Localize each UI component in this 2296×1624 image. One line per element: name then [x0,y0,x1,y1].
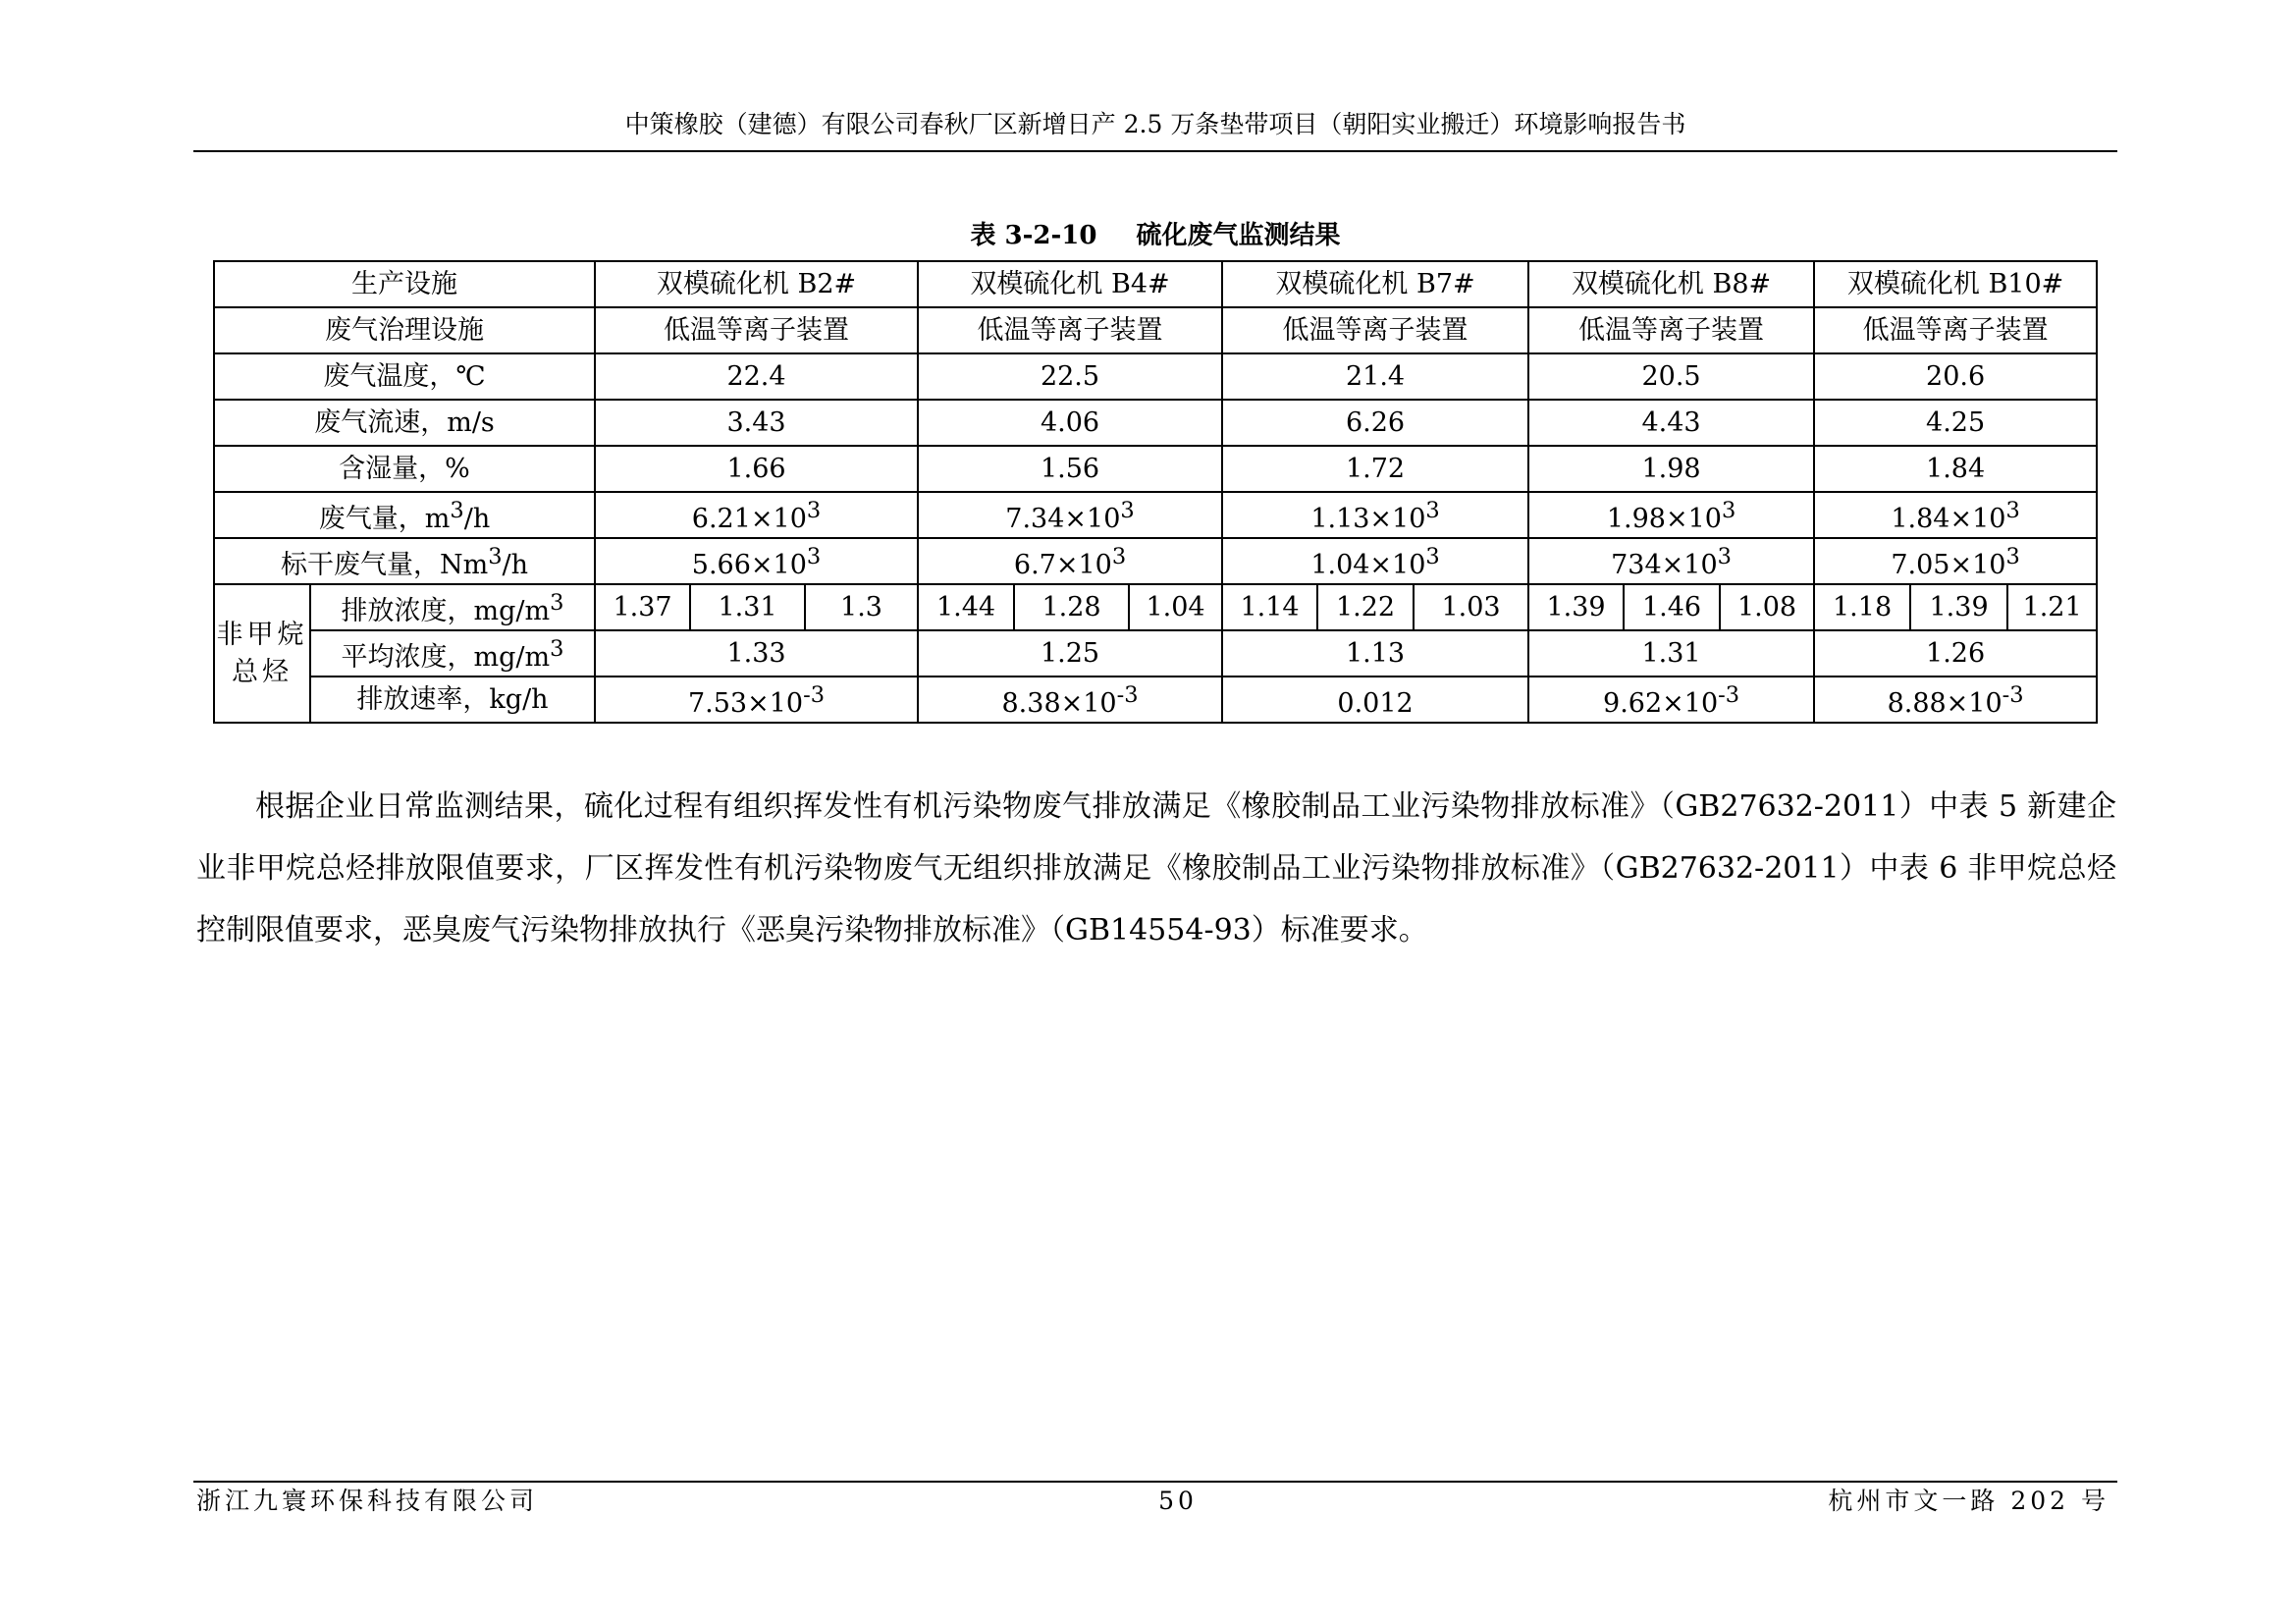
value-exponent: 3 [1120,498,1135,523]
conclusion-paragraph: 根据企业日常监测结果，硫化过程有组织挥发性有机污染物废气排放满足《橡胶制品工业污染物排放标准》（GB27632-2011）中表 5 新建企业非甲烷总烃排放限值要求，厂区挥发性有机污染物废气无组织排放满足《橡胶制品工业污染物排放标准》（GB27632-2011）中表 6 非甲烷总烃控制限值要求，恶臭废气污染物排放执行《恶臭污染物排放标准》（GB14554-93）标准要求。 [196,789,2116,947]
emission-rate-cell [1528,677,1814,723]
table-row [214,584,2097,630]
value-base: 6.21×10 [691,504,807,534]
value-exponent: -3 [1116,682,1139,708]
dry-gas-volume-cell [1528,538,1814,584]
gas-volume-cell [595,492,918,538]
emission-conc-cell: 1.08 [1720,584,1814,630]
equipment-cell: 双模硫化机 B2# [595,261,918,307]
treatment-cell: 低温等离子装置 [595,307,918,353]
gas-volume-cell [1528,492,1814,538]
equipment-cell: 双模硫化机 B8# [1528,261,1814,307]
emission-conc-cell: 1.31 [690,584,805,630]
label-text: 标干废气量，Nm [280,550,489,580]
emission-conc-cell: 1.39 [1910,584,2007,630]
dry-gas-volume-cell [595,538,918,584]
value-base: 7.34×10 [1005,504,1121,534]
value-base: 1.04×10 [1310,550,1426,580]
document-header: 中策橡胶（建德）有限公司春秋厂区新增日产 2.5 万条垫带项目（朝阳实业搬迁）环境影响报告书 [624,110,1686,138]
row-label-avg-conc [310,630,595,677]
footer-address: 杭州市文一路 202 号 [1828,1487,2109,1515]
row-label-dry-gas-volume [214,538,595,584]
footer-company: 浙江九寰环保科技有限公司 [196,1487,539,1515]
value-base: 1.84×10 [1891,504,2006,534]
header-divider [193,150,2117,152]
table-row [214,261,2097,307]
temperature-cell: 22.5 [918,353,1222,400]
nmhc-group-label: 非甲烷总烃 [214,584,310,723]
emission-rate-cell [918,677,1222,723]
table-row [214,677,2097,723]
row-label-emission-rate: 排放速率，kg/h [310,677,595,723]
gas-volume-cell [1814,492,2097,538]
value-exponent: 3 [1425,498,1440,523]
value-base: 7.05×10 [1891,550,2006,580]
monitoring-results-table [213,260,2098,724]
equipment-cell: 双模硫化机 B4# [918,261,1222,307]
moisture-cell: 1.72 [1222,446,1528,492]
emission-conc-cell: 1.39 [1528,584,1624,630]
footer-page-number: 50 [1158,1487,1198,1515]
table-row [214,630,2097,677]
row-label-moisture: 含湿量，% [214,446,595,492]
table-row [214,446,2097,492]
moisture-cell: 1.56 [918,446,1222,492]
equipment-cell: 双模硫化机 B10# [1814,261,2097,307]
emission-rate-cell [1222,677,1528,723]
table-caption-number: 表 3-2-10 [970,221,1097,250]
value-exponent: 3 [1717,544,1732,569]
row-label-equipment: 生产设施 [214,261,595,307]
velocity-cell: 4.25 [1814,400,2097,446]
value-base: 1.13×10 [1310,504,1426,534]
treatment-cell: 低温等离子装置 [1222,307,1528,353]
dry-gas-volume-cell [1814,538,2097,584]
row-label-temperature: 废气温度，℃ [214,353,595,400]
value-base: 0.012 [1337,688,1414,719]
value-base: 8.88×10 [1887,688,2002,719]
table-row [214,538,2097,584]
value-exponent: 3 [1721,498,1736,523]
value-exponent: 3 [2005,498,2020,523]
temperature-cell: 22.4 [595,353,918,400]
avg-conc-cell: 1.13 [1222,630,1528,677]
row-label-treatment: 废气治理设施 [214,307,595,353]
gas-volume-cell [1222,492,1528,538]
label-text: 排放浓度，mg/m [341,596,551,626]
temperature-cell: 20.6 [1814,353,2097,400]
label-text: 平均浓度，mg/m [341,642,551,673]
emission-conc-cell: 1.22 [1317,584,1414,630]
moisture-cell: 1.84 [1814,446,2097,492]
velocity-cell: 3.43 [595,400,918,446]
moisture-cell: 1.66 [595,446,918,492]
emission-conc-cell: 1.14 [1222,584,1317,630]
velocity-cell: 4.43 [1528,400,1814,446]
value-exponent: -3 [1718,682,1740,708]
label-superscript: 3 [488,544,503,569]
moisture-cell: 1.98 [1528,446,1814,492]
treatment-cell: 低温等离子装置 [1528,307,1814,353]
emission-conc-cell: 1.28 [1014,584,1129,630]
emission-conc-cell: 1.21 [2007,584,2097,630]
treatment-cell: 低温等离子装置 [918,307,1222,353]
value-base: 6.7×10 [1013,550,1112,580]
value-exponent: 3 [806,544,822,569]
label-superscript: 3 [450,498,464,523]
table-row [214,400,2097,446]
label-text: 废气量，m [318,504,451,534]
value-exponent: 3 [1425,544,1440,569]
value-base: 1.98×10 [1606,504,1722,534]
dry-gas-volume-cell [918,538,1222,584]
emission-conc-cell: 1.3 [805,584,918,630]
row-label-emission-conc [310,584,595,630]
temperature-cell: 21.4 [1222,353,1528,400]
label-superscript: 3 [550,590,564,616]
emission-conc-cell: 1.03 [1414,584,1528,630]
velocity-cell: 6.26 [1222,400,1528,446]
avg-conc-cell: 1.26 [1814,630,2097,677]
gas-volume-cell [918,492,1222,538]
value-base: 8.38×10 [1001,688,1117,719]
value-base: 7.53×10 [687,688,804,719]
table-row [214,492,2097,538]
label-unit-tail: /h [463,504,491,534]
treatment-cell: 低温等离子装置 [1814,307,2097,353]
table-caption-title: 硫化废气监测结果 [1136,221,1341,250]
value-exponent: -3 [803,682,826,708]
table-row [214,353,2097,400]
value-base: 9.62×10 [1603,688,1719,719]
table-row [214,307,2097,353]
table-caption [193,220,2117,251]
footer-divider [193,1481,2117,1483]
emission-rate-cell [1814,677,2097,723]
value-exponent: 3 [1111,544,1127,569]
emission-conc-cell: 1.37 [595,584,690,630]
value-base: 734×10 [1611,550,1718,580]
emission-conc-cell: 1.44 [918,584,1014,630]
emission-conc-cell: 1.04 [1129,584,1222,630]
value-exponent: 3 [2005,544,2020,569]
label-unit-tail: /h [502,550,529,580]
avg-conc-cell: 1.33 [595,630,918,677]
equipment-cell: 双模硫化机 B7# [1222,261,1528,307]
emission-conc-cell: 1.46 [1624,584,1720,630]
emission-conc-cell: 1.18 [1814,584,1910,630]
value-base: 5.66×10 [691,550,807,580]
value-exponent: 3 [806,498,822,523]
avg-conc-cell: 1.31 [1528,630,1814,677]
value-exponent: -3 [2002,682,2024,708]
row-label-velocity: 废气流速，m/s [214,400,595,446]
dry-gas-volume-cell [1222,538,1528,584]
velocity-cell: 4.06 [918,400,1222,446]
label-superscript: 3 [550,636,564,662]
temperature-cell: 20.5 [1528,353,1814,400]
row-label-gas-volume [214,492,595,538]
avg-conc-cell: 1.25 [918,630,1222,677]
emission-rate-cell [595,677,918,723]
